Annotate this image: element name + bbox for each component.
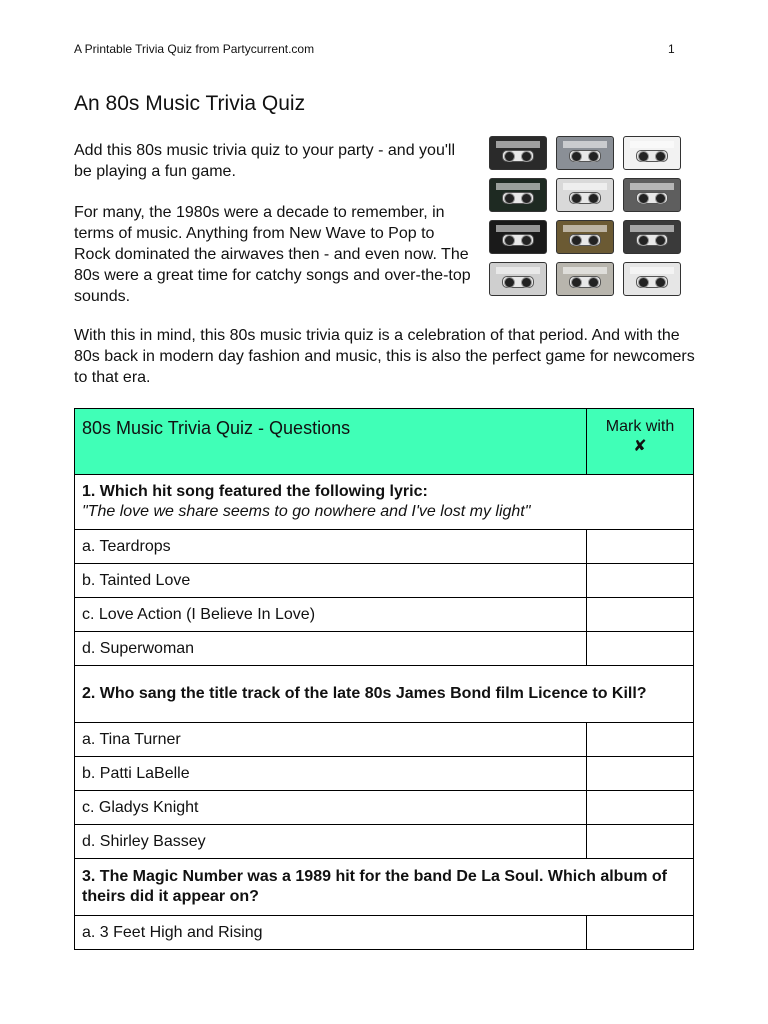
answer-option: a. Teardrops bbox=[75, 530, 587, 564]
answer-row bbox=[75, 530, 694, 564]
answer-row bbox=[75, 632, 694, 666]
cassette-tape bbox=[623, 178, 681, 212]
answer-row bbox=[75, 564, 694, 598]
answer-row bbox=[75, 791, 694, 825]
cassette-tape bbox=[489, 178, 547, 212]
mark-column-header bbox=[587, 409, 694, 475]
cassette-tape bbox=[556, 178, 614, 212]
cassette-tape bbox=[489, 262, 547, 296]
mark-box[interactable] bbox=[587, 723, 694, 757]
answer-option: b. Tainted Love bbox=[75, 564, 587, 598]
question-cell bbox=[75, 475, 694, 530]
answer-row bbox=[75, 757, 694, 791]
answer-option: c. Love Action (I Believe In Love) bbox=[75, 598, 587, 632]
question-row bbox=[75, 859, 694, 916]
page-title: An 80s Music Trivia Quiz bbox=[74, 92, 306, 115]
answer-option: b. Patti LaBelle bbox=[75, 757, 587, 791]
question-row bbox=[75, 475, 694, 530]
question-text: 1. Which hit song featured the following lyric: bbox=[82, 482, 428, 500]
source-line: A Printable Trivia Quiz from Partycurrent.com bbox=[74, 42, 315, 56]
question-row bbox=[75, 666, 694, 723]
answer-option: a. 3 Feet High and Rising bbox=[75, 916, 587, 950]
cassette-tape bbox=[489, 220, 547, 254]
mark-box[interactable] bbox=[587, 632, 694, 666]
question-lyric: "The love we share seems to go nowhere and I've lost my light" bbox=[82, 502, 531, 520]
page-number: 1 bbox=[668, 42, 675, 56]
mark-box[interactable] bbox=[587, 757, 694, 791]
cassette-tape bbox=[489, 136, 547, 170]
mark-box[interactable] bbox=[587, 530, 694, 564]
answer-option: a. Tina Turner bbox=[75, 723, 587, 757]
answer-row bbox=[75, 916, 694, 950]
answer-row bbox=[75, 825, 694, 859]
x-mark-icon: ✘ bbox=[633, 438, 647, 455]
cassette-tape bbox=[623, 136, 681, 170]
cassette-tapes-image bbox=[489, 136, 683, 300]
mark-box[interactable] bbox=[587, 564, 694, 598]
mark-box[interactable] bbox=[587, 598, 694, 632]
intro-paragraph-3: With this in mind, this 80s music trivia quiz is a celebration of that period. And with the 80s back in modern day fashion and music, this is also the perfect game for newcomers to that era. bbox=[74, 327, 695, 386]
answer-option: d. Shirley Bassey bbox=[75, 825, 587, 859]
intro-paragraph-1: Add this 80s music trivia quiz to your party - and you'll be playing a fun game. bbox=[74, 142, 455, 180]
cassette-tape bbox=[556, 262, 614, 296]
table-heading: 80s Music Trivia Quiz - Questions bbox=[75, 409, 587, 475]
mark-box[interactable] bbox=[587, 825, 694, 859]
intro-paragraph-2: For many, the 1980s were a decade to remember, in terms of music. Anything from New Wave to Pop to Rock dominated the airwaves then - and even now. The 80s were a great time for catchy songs and over-the-top sounds. bbox=[74, 204, 471, 305]
cassette-tape bbox=[556, 220, 614, 254]
answer-option: c. Gladys Knight bbox=[75, 791, 587, 825]
mark-box[interactable] bbox=[587, 916, 694, 950]
cassette-tape bbox=[623, 220, 681, 254]
question-text: 2. Who sang the title track of the late 80s James Bond film Licence to Kill? bbox=[75, 666, 694, 723]
mark-box[interactable] bbox=[587, 791, 694, 825]
mark-label: Mark with bbox=[605, 418, 675, 435]
answer-option: d. Superwoman bbox=[75, 632, 587, 666]
question-text: 3. The Magic Number was a 1989 hit for the band De La Soul. Which album of theirs did it appear on? bbox=[75, 859, 694, 916]
cassette-tape bbox=[623, 262, 681, 296]
answer-row bbox=[75, 598, 694, 632]
answer-row bbox=[75, 723, 694, 757]
quiz-table bbox=[74, 408, 694, 950]
cassette-tape bbox=[556, 136, 614, 170]
table-header-row bbox=[75, 409, 694, 475]
